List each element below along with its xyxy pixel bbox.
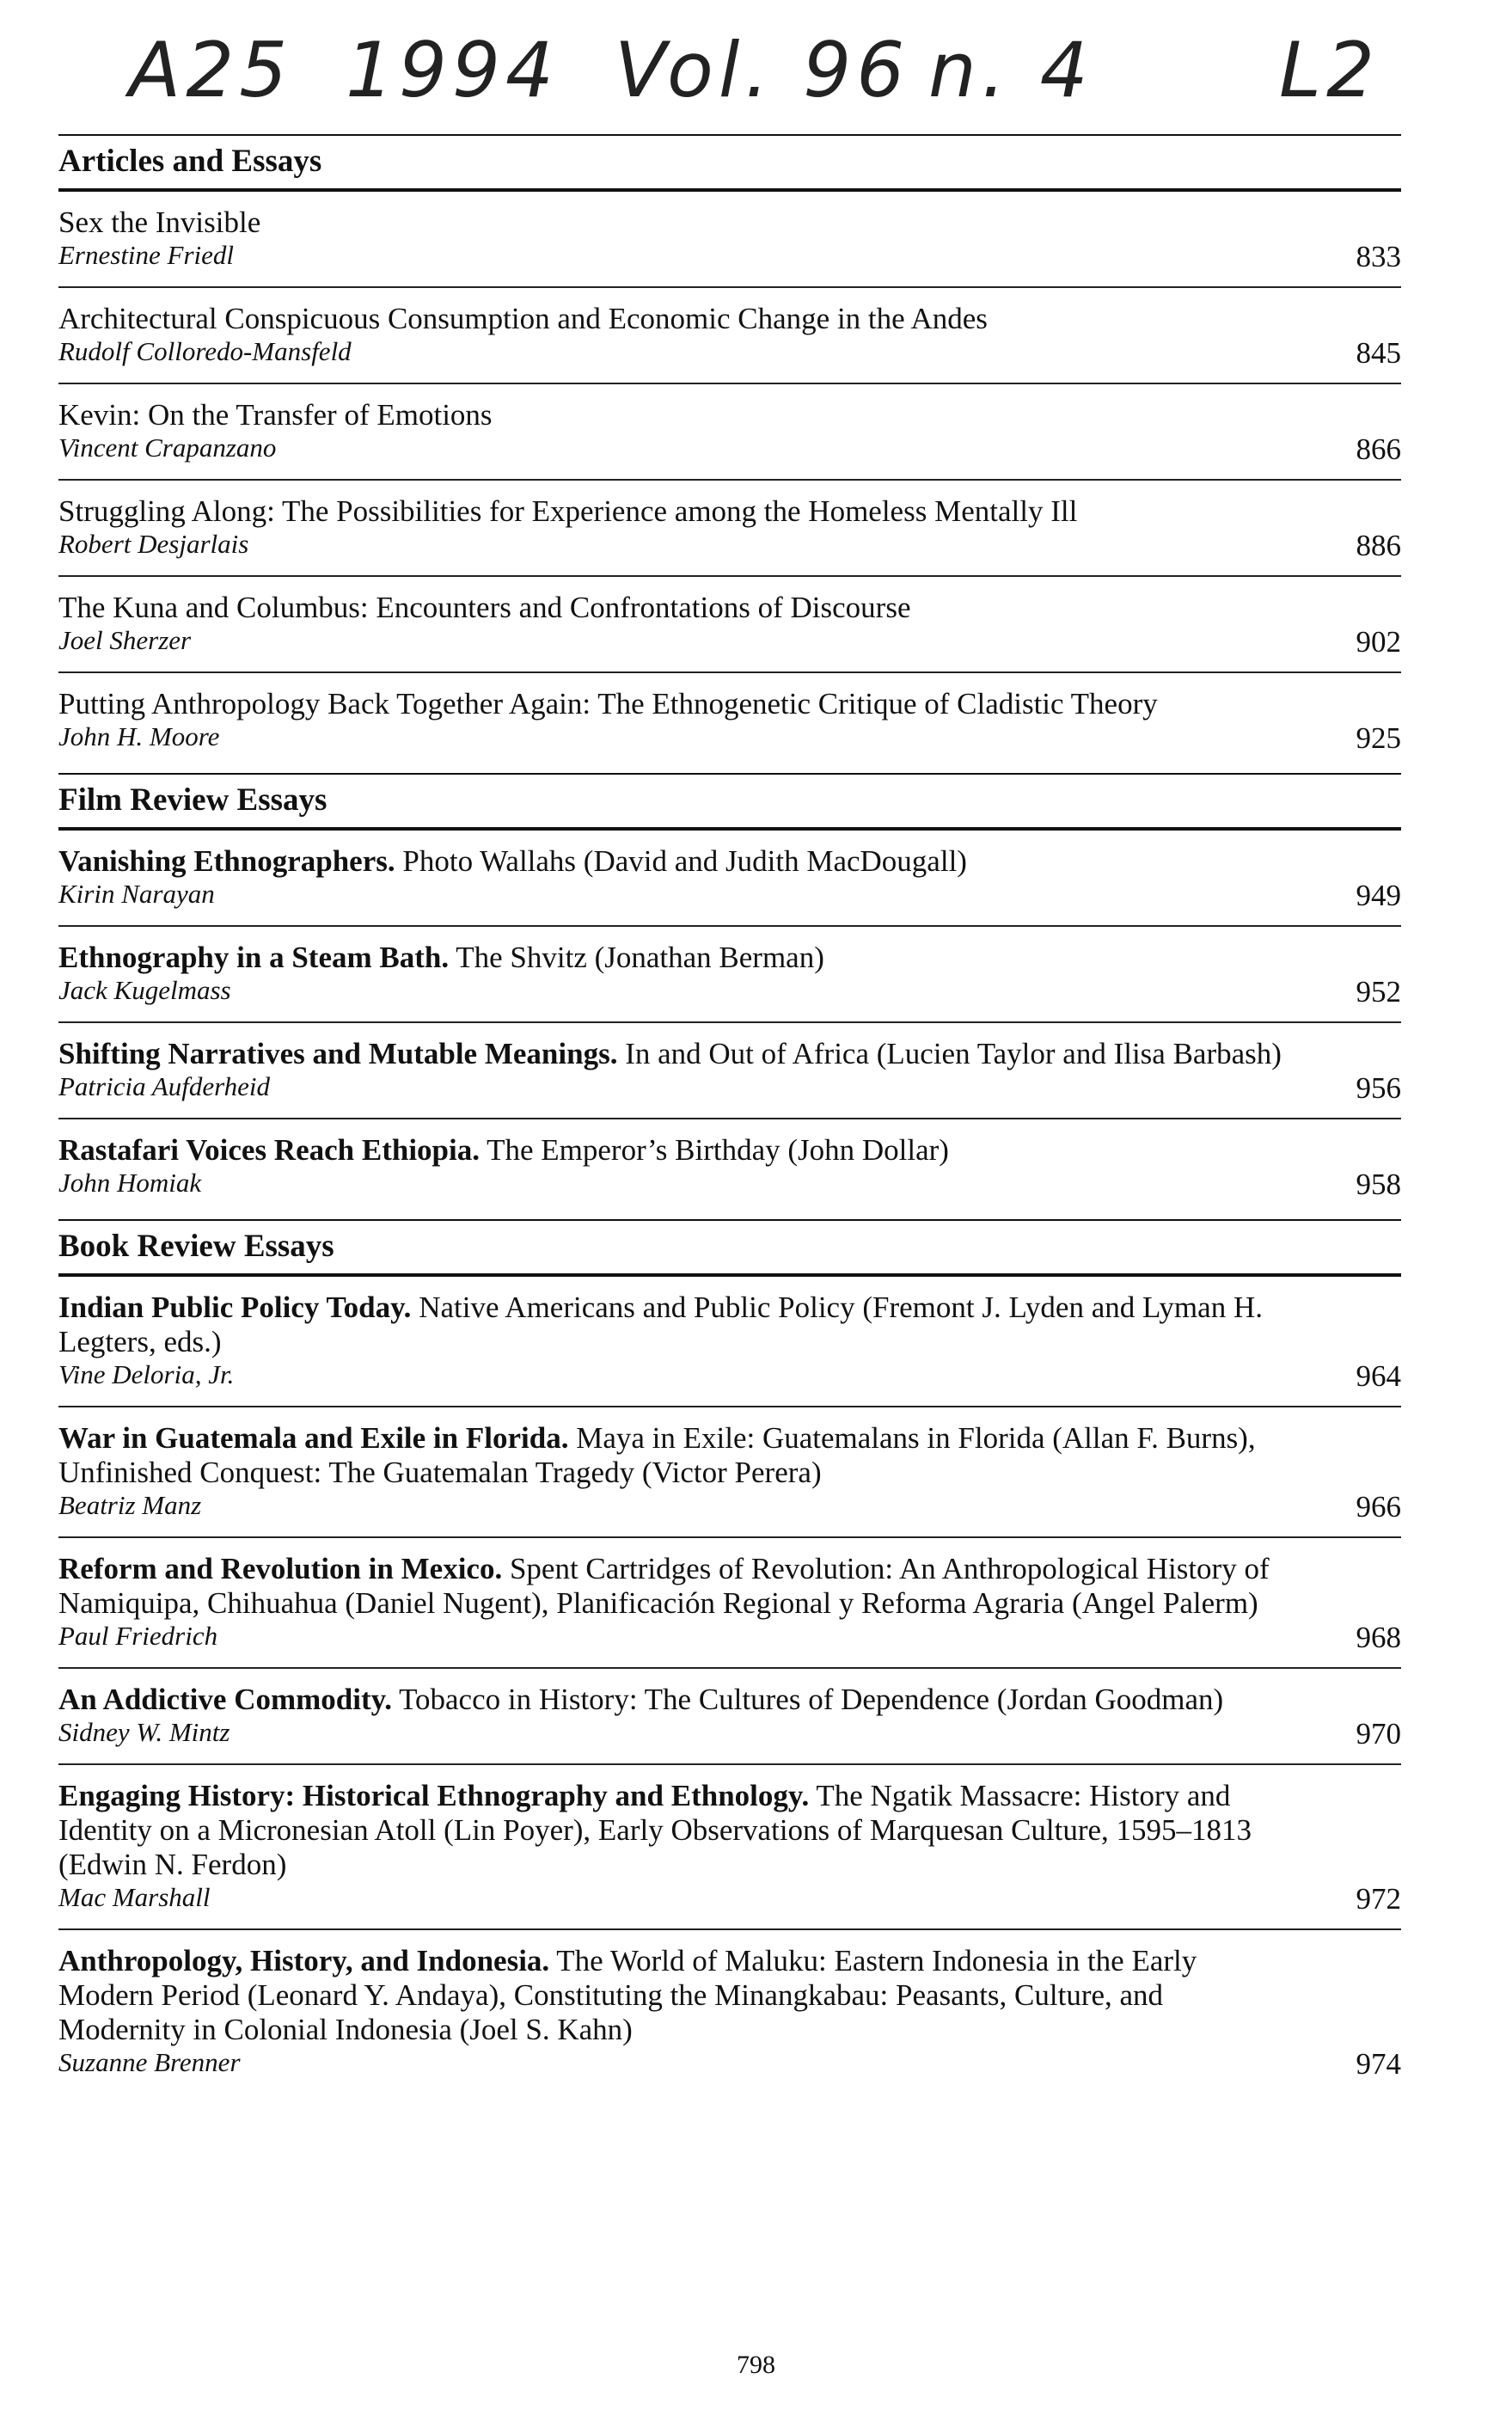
entry-title-text: In and Out of Africa (Lucien Taylor and Ilisa Barbash): [617, 1037, 1282, 1070]
entry-author: John H. Moore: [58, 721, 220, 751]
handwritten-year: 1994: [346, 26, 559, 114]
entry-lead-title: An Addictive Commodity.: [58, 1683, 392, 1716]
entry-title-text: Maya in Exile: Guatemalans in Florida (Allan F. Burns), Unfinished Conquest: The Guatemalan Tragedy (Victor Perera): [58, 1421, 1256, 1489]
table-of-contents: [58, 129, 1401, 2094]
entry-title-text: Tobacco in History: The Cultures of Dependence (Jordan Goodman): [391, 1683, 1224, 1716]
entry-page-number: 902: [1356, 625, 1401, 659]
entry-title: [58, 302, 1289, 336]
handwritten-annotation: [129, 26, 1418, 120]
entry-author: Kirin Narayan: [58, 879, 215, 909]
entry-page-number: 925: [1356, 721, 1401, 755]
toc-entry: [58, 1538, 1401, 1669]
section-heading: Film Review Essays: [58, 773, 1401, 831]
entry-author: Jack Kugelmass: [58, 975, 231, 1005]
entry-author: Patricia Aufderheid: [58, 1071, 270, 1101]
entry-author: Sidney W. Mintz: [58, 1717, 230, 1747]
entry-author: Robert Desjarlais: [58, 529, 249, 559]
entry-title: [58, 687, 1289, 721]
entry-title-text: The Ngatik Massacre: History and Identity on a Micronesian Atoll (Lin Poyer), Early Observations of Marquesan Culture, 1595–1813 (Edwin N. Ferdon): [58, 1779, 1252, 1881]
toc-entry: [58, 927, 1401, 1023]
entry-author: Joel Sherzer: [58, 625, 192, 655]
entry-page-number: 968: [1356, 1621, 1401, 1654]
entry-lead-title: Vanishing Ethnographers.: [58, 844, 395, 878]
entry-page-number: 845: [1356, 336, 1401, 370]
toc-entry: [58, 673, 1401, 768]
entry-author: Beatriz Manz: [58, 1490, 202, 1520]
entry-page-number: 974: [1356, 2047, 1401, 2081]
entry-page-number: 958: [1356, 1168, 1401, 1201]
section-heading: Articles and Essays: [58, 134, 1401, 192]
entry-title-text: The Shvitz (Jonathan Berman): [449, 941, 824, 974]
entry-title: [58, 1944, 1289, 2047]
toc-entry: [58, 1407, 1401, 1538]
entry-title: [58, 1291, 1289, 1359]
entry-title: [58, 1037, 1289, 1071]
entry-title-text: Putting Anthropology Back Together Again: The Ethnogenetic Critique of Cladistic Theory: [58, 687, 1158, 720]
entry-author: Suzanne Brenner: [58, 2047, 241, 2077]
toc-entry: [58, 577, 1401, 673]
page-number: 798: [737, 2351, 775, 2379]
toc-entry: [58, 1277, 1401, 1407]
entry-author: John Homiak: [58, 1168, 202, 1198]
entry-title: [58, 1552, 1289, 1621]
entry-title: [58, 1779, 1289, 1882]
entry-title: [58, 844, 1289, 879]
entry-lead-title: Anthropology, History, and Indonesia.: [58, 1944, 550, 1977]
toc-entry: [58, 481, 1401, 577]
toc-entry: [58, 192, 1401, 288]
entry-lead-title: Indian Public Policy Today.: [58, 1291, 412, 1324]
entry-title-text: Photo Wallahs (David and Judith MacDougall): [395, 844, 967, 878]
entry-title-text: Native Americans and Public Policy (Fremont J. Lyden and Lyman H. Legters, eds.): [58, 1291, 1263, 1358]
entry-page-number: 956: [1356, 1071, 1401, 1105]
entry-title-text: The Emperor’s Birthday (John Dollar): [480, 1133, 949, 1167]
toc-entry: [58, 1023, 1401, 1119]
toc-entry: [58, 1765, 1401, 1930]
entry-title: [58, 205, 1289, 240]
entry-lead-title: Reform and Revolution in Mexico.: [58, 1552, 503, 1585]
entry-author: Vine Deloria, Jr.: [58, 1359, 235, 1389]
entry-page-number: 964: [1356, 1359, 1401, 1393]
entry-page-number: 833: [1356, 240, 1401, 273]
entry-title: [58, 591, 1289, 625]
section-entries: [58, 192, 1401, 768]
entry-title: [58, 494, 1289, 529]
entry-title-text: Kevin: On the Transfer of Emotions: [58, 398, 493, 432]
entry-lead-title: Engaging History: Historical Ethnography and Ethnology.: [58, 1779, 810, 1812]
toc-entry: [58, 384, 1401, 481]
toc-entry: [58, 288, 1401, 384]
entry-page-number: 970: [1356, 1717, 1401, 1750]
entry-author: Vincent Crapanzano: [58, 432, 277, 463]
handwritten-issue: n. 4: [928, 26, 1093, 114]
entry-title-text: Architectural Conspicuous Consumption and Economic Change in the Andes: [58, 302, 988, 335]
entry-author: Paul Friedrich: [58, 1621, 218, 1651]
entry-author: Rudolf Colloredo-Mansfeld: [58, 336, 352, 366]
entry-title: [58, 398, 1289, 432]
entry-author: Ernestine Friedl: [58, 240, 235, 270]
entry-title: [58, 1683, 1289, 1717]
entry-title: [58, 1421, 1289, 1490]
entry-lead-title: Ethnography in a Steam Bath.: [58, 941, 450, 974]
entry-page-number: 866: [1356, 432, 1401, 466]
entry-lead-title: War in Guatemala and Exile in Florida.: [58, 1421, 569, 1455]
section-heading: Book Review Essays: [58, 1219, 1401, 1277]
handwritten-shelf-mark: L2: [1279, 26, 1380, 114]
toc-entry: [58, 1119, 1401, 1214]
handwritten-call-number: A25: [129, 26, 293, 114]
entry-title-text: Spent Cartridges of Revolution: An Anthropological History of Namiquipa, Chihuahua (Daniel Nugent), Planificación Regional y Reforma Agraria (Angel Palerm): [58, 1552, 1270, 1620]
entry-title-text: Struggling Along: The Possibilities for Experience among the Homeless Mentally Ill: [58, 494, 1078, 528]
entry-author: Mac Marshall: [58, 1882, 211, 1912]
entry-title-text: The World of Maluku: Eastern Indonesia in the Early Modern Period (Leonard Y. Andaya), Constituting the Minangkabau: Peasants, Culture, and Modernity in Colonial Indonesia (Joel S. Kahn): [58, 1944, 1197, 2046]
entry-page-number: 886: [1356, 529, 1401, 562]
section-entries: [58, 1277, 1401, 2094]
entry-title-text: The Kuna and Columbus: Encounters and Confrontations of Discourse: [58, 591, 911, 624]
entry-lead-title: Shifting Narratives and Mutable Meanings.: [58, 1037, 618, 1070]
entry-title: [58, 941, 1289, 975]
entry-title: [58, 1133, 1289, 1168]
toc-entry: [58, 1930, 1401, 2094]
entry-lead-title: Rastafari Voices Reach Ethiopia.: [58, 1133, 480, 1167]
section-entries: [58, 831, 1401, 1214]
entry-page-number: 949: [1356, 879, 1401, 912]
toc-entry: [58, 831, 1401, 927]
toc-entry: [58, 1669, 1401, 1765]
entry-title-text: Sex the Invisible: [58, 205, 261, 239]
entry-page-number: 966: [1356, 1490, 1401, 1524]
entry-page-number: 972: [1356, 1882, 1401, 1916]
entry-page-number: 952: [1356, 975, 1401, 1009]
handwritten-volume: Vol. 96: [615, 26, 910, 114]
